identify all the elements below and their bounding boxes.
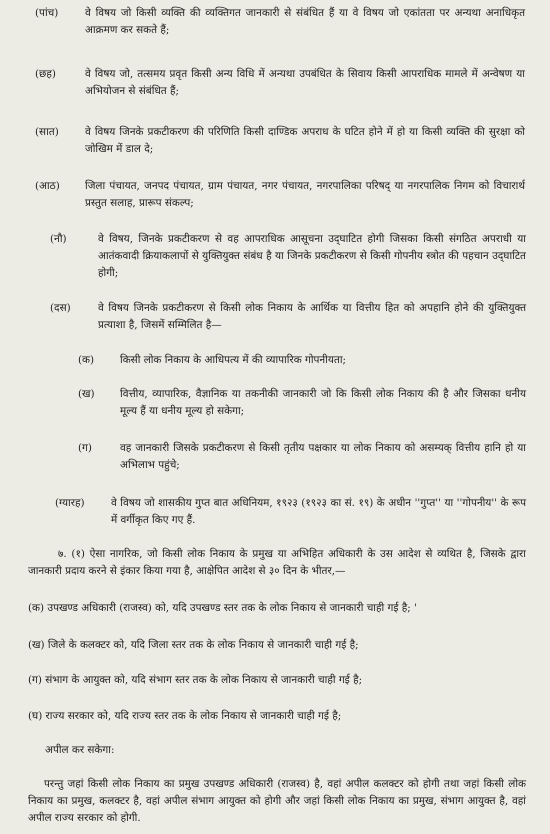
section-7-intro: ७. (१) ऐसा नागरिक, जो किसी लोक निकाय के प्रमुख या अभिहित अधिकारी के उस आदेश से व्यथित है, जिसके द्वारा जानकारी प्रदाय करने से इंकार किया गया है, आक्षेपित आदेश से ३० दिन के भीतर,—	[28, 548, 526, 577]
clause-number: (छह)	[35, 68, 56, 80]
clause-text: वे विषय, जिनके प्रकटीकरण से वह आपराधिक आसूचना उद्‌घाटित होगी जिसका किसी संगठित अपराधी या आतंकवादी क्रियाकलापों से युक्तियुक्त संबंध है या जिनके प्रकटीकरण से किसी गोपनीय स्त्रोत की पहचान उद्‌घाटित होगी;	[98, 233, 526, 279]
clause-text: वे विषय जिनके प्रकटीकरण से किसी लोक निकाय के आर्थिक या वित्तीय हित को अपहानि होने की युक्तियुक्त प्रत्याशा है, जिसमें सम्मिलित है—	[98, 302, 526, 331]
clause-number: (पांच)	[35, 7, 59, 19]
clause-number: (ग्यारह)	[55, 497, 85, 509]
appeal-option: (घ) राज्य सरकार को, यदि राज्य स्तर तक के लोक निकाय से जानकारी चाही गई है;	[28, 710, 342, 722]
appeal-option: (क) उपखण्ड अधिकारी (राजस्व) को, यदि उपखण्ड स्तर तक के लोक निकाय से जानकारी चाही गई है; '	[28, 602, 417, 614]
subclause-number: (क)	[78, 354, 95, 366]
proviso-paragraph: परन्तु जहां किसी लोक निकाय का प्रमुख उपखण्ड अधिकारी (राजस्व) है, वहां अपील कलक्टर को होगी तथा जहां किसी लोक निकाय का प्रमुख, कलक्टर है, वहां अपील संभाग आयुक्त को होगी और जहां किसी लोक निकाय का प्रमुख, संभाग आयुक्त है, वहां अपील राज्य सरकार को होगी.	[28, 778, 526, 824]
appeal-clause: अपील कर सकेगा:	[45, 744, 115, 756]
subclause-number: (ग)	[78, 442, 92, 454]
clause-number: (दस)	[50, 302, 71, 314]
clause-number: (आठ)	[35, 180, 60, 192]
subclause-text: वित्तीय, व्यापारिक, वैज्ञानिक या तकनीकी जानकारी जो कि किसी लोक निकाय की है और जिसका धनीय मूल्य हैं या धनीय मूल्य हो सकेगा;	[120, 388, 526, 417]
subclause-text: किसी लोक निकाय के आधिपत्य में की व्यापारिक गोपनीयता;	[120, 354, 347, 366]
appeal-option: (ख) जिले के कलक्टर को, यदि जिला स्तर तक के लोक निकाय से जानकारी चाही गई है;	[28, 639, 359, 651]
clause-number: (नौ)	[50, 233, 67, 245]
clause-text: वे विषय जो किसी व्यक्ति की व्यक्तिगत जानकारी से संबंधित हैं या वे विषय जो एकांतता पर अन्यथा अनाधिकृत आक्रमण कर सकते हैं;	[85, 7, 525, 36]
appeal-option: (ग) संभाग के आयुक्त को, यदि संभाग स्तर तक के लोक निकाय से जानकारी चाही गई है;	[28, 674, 363, 686]
clause-number: (सात)	[35, 126, 59, 138]
subclause-number: (ख)	[78, 388, 95, 400]
clause-text: वे विषय जो शासकीय गुप्त बात अधिनियम, १९२३ (१९२३ का सं. १९) के अधीन ''गुप्त'' या ''गोपनीय'' के रूप में वर्गीकृत किए गए हैं.	[111, 497, 526, 526]
clause-text: वे विषय जिनके प्रकटीकरण की परिणिति किसी दाण्डिक अपराध के घटित होने में हो या किसी व्यक्ति की सुरक्षा को जोखिम में डाल दे;	[85, 126, 525, 155]
clause-text: वे विषय जो, तत्समय प्रवृत किसी अन्य विधि में अन्यथा उपबंधित के सिवाय किसी आपराधिक मामले में अन्वेषण या अभियोजन से संबंधित हैं;	[85, 68, 525, 97]
subclause-text: वह जानकारी जिसके प्रकटीकरण से किसी तृतीय पक्षकार या लोक निकाय को असम्यक् वित्तीय हानि हो या अभिलाभ पहुंचे;	[120, 442, 526, 471]
clause-text: जिला पंचायत, जनपद पंचायत, ग्राम पंचायत, नगर पंचायत, नगरपालिका परिषद् या नगरपालिक निगम को विचारार्थ प्रस्तुत सलाह, प्रारूप संकल्प;	[85, 180, 525, 209]
